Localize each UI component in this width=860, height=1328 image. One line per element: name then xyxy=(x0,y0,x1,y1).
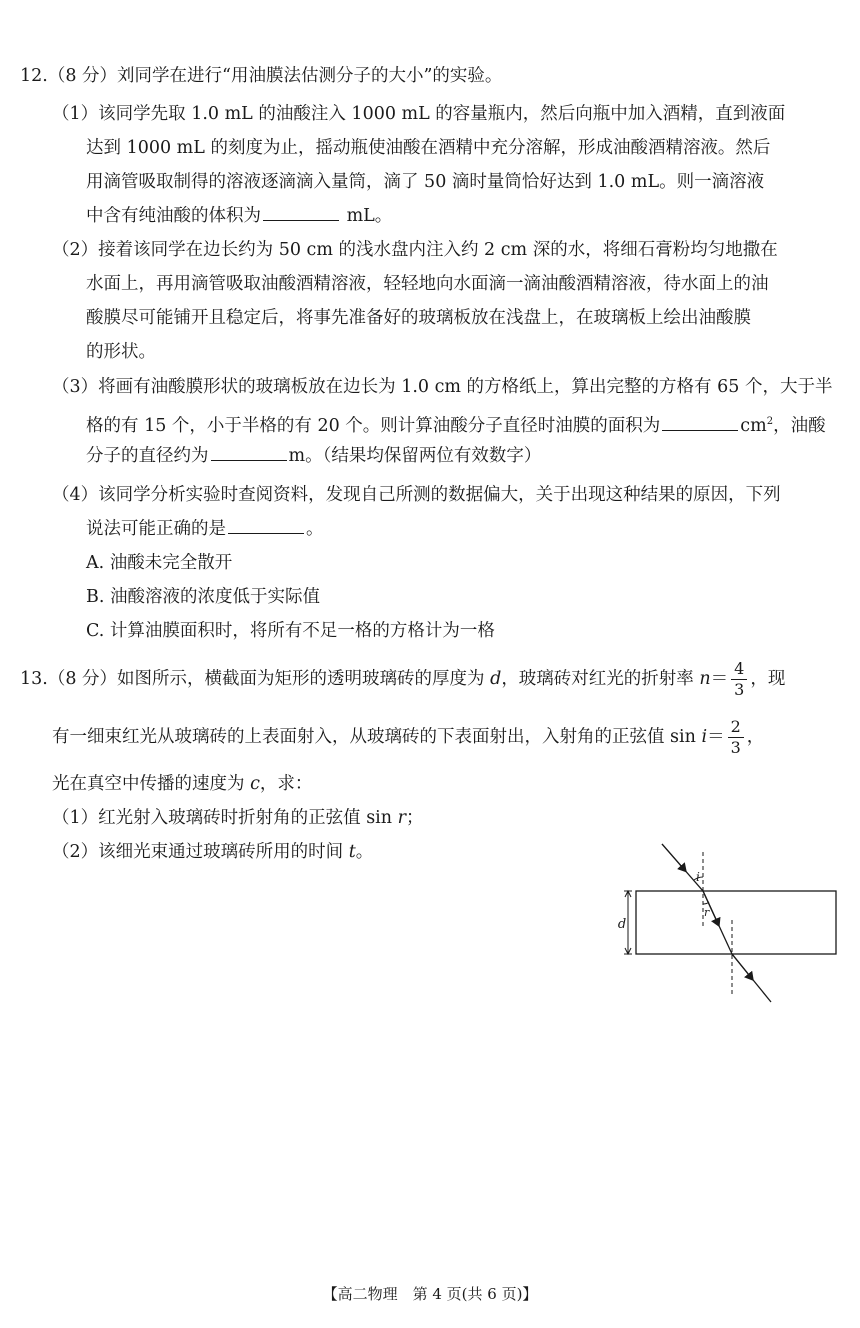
q12-part1-line4 xyxy=(86,204,392,228)
q12-part4-line2 xyxy=(86,517,324,541)
glass-brick-diagram xyxy=(612,836,848,1016)
fraction-denominator: 3 xyxy=(730,738,741,757)
q13-text-b: ，玻璃砖对红光的折射率 xyxy=(501,669,694,689)
q13-text-k: 。 xyxy=(355,842,374,862)
fraction-numerator: 4 xyxy=(731,659,747,680)
refractive-index-fraction xyxy=(731,659,747,700)
q12-part1-line1: （1）该同学先取 1.0 mL 的油酸注入 1000 mL 的容量瓶内，然后向瓶中加入酒精，直到液面 xyxy=(52,104,786,124)
q12-part3-text-c: ，油酸 xyxy=(773,415,826,436)
q13-line1 xyxy=(20,657,785,701)
q12-part1-text: 中含有纯油酸的体积为 xyxy=(86,206,261,226)
q12-part4-line1: （4）该同学分析实验时查阅资料，发现自己所测的数据偏大，关于出现这种结果的原因，下列 xyxy=(52,485,781,505)
q13-text-j: （2）该细光束通过玻璃砖所用的时间 xyxy=(52,842,344,862)
q12-part2-line3: 酸膜尽可能铺开且稳定后，将事先准备好的玻璃板放在浅盘上，在玻璃板上绘出油酸膜 xyxy=(86,308,751,328)
q12-part3-line2 xyxy=(86,410,826,438)
q13-part2 xyxy=(52,840,373,864)
q12-part2-line1: （2）接着该同学在边长约为 50 cm 的浅水盘内注入约 2 cm 深的水，将细石膏粉均匀地撒在 xyxy=(52,240,778,260)
q12-part3-unit-sup: 2 xyxy=(766,416,774,427)
q12-header: 12.（8 分）刘同学在进行“用油膜法估测分子的大小”的实验。 xyxy=(20,66,503,86)
option-b: B. 油酸溶液的浓度低于实际值 xyxy=(86,587,320,607)
q12-part1-unit: mL。 xyxy=(341,206,393,226)
q13-text-f: 光在真空中传播的速度为 xyxy=(52,774,245,794)
q12-part1-line3: 用滴管吸取制得的溶液逐滴滴入量筒，滴了 50 滴时量筒恰好达到 1.0 mL。则一滴溶液 xyxy=(86,172,765,192)
answer-blank xyxy=(263,204,339,221)
var-t: t xyxy=(348,842,356,862)
q13-text-i: ； xyxy=(406,808,424,828)
q13-text-g: ，求： xyxy=(259,774,313,794)
answer-blank xyxy=(662,414,738,431)
q13-line2 xyxy=(52,715,764,759)
equals-sign: ＝ xyxy=(710,669,729,689)
q12-part1-line2: 达到 1000 mL 的刻度为止，摇动瓶使油酸在酒精中充分溶解，形成油酸酒精溶液。然后 xyxy=(86,138,771,158)
q13-text-a: 13.（8 分）如图所示，横截面为矩形的透明玻璃砖的厚度为 xyxy=(20,669,485,689)
var-n: n xyxy=(699,669,711,689)
q13-text-e: ， xyxy=(746,727,765,747)
q12-part3-text-e: m。（结果均保留两位有效数字） xyxy=(288,446,542,466)
option-c: C. 计算油膜面积时，将所有不足一格的方格计为一格 xyxy=(86,621,495,641)
q12-part3-line3 xyxy=(86,444,541,468)
q13-text-h: （1）红光射入玻璃砖时折射角的正弦值 sin xyxy=(52,808,393,828)
glass-brick xyxy=(636,891,836,954)
q12-part3-unit: cm xyxy=(740,415,767,436)
q12-part3-text-a: 格的有 15 个，小于半格的有 20 个。则计算油酸分子直径时油膜的面积为 xyxy=(86,415,661,436)
var-i: i xyxy=(701,727,708,747)
q13-part1 xyxy=(52,806,424,830)
label-r: r xyxy=(704,906,710,919)
answer-blank xyxy=(228,517,304,534)
q13-line3 xyxy=(52,772,312,796)
q12-part4-text: 说法可能正确的是 xyxy=(86,519,226,539)
q13-text-d: 有一细束红光从玻璃砖的上表面射入，从玻璃砖的下表面射出，入射角的正弦值 sin xyxy=(52,727,696,747)
var-c: c xyxy=(250,774,260,794)
q12-part2-line4: 的形状。 xyxy=(86,342,156,362)
q12-part3-line1: （3）将画有油酸膜形状的玻璃板放在边长为 1.0 cm 的方格纸上，算出完整的方格有 65 个，大于半 xyxy=(52,377,833,397)
q12-part4-end: 。 xyxy=(306,519,324,539)
answer-blank xyxy=(211,444,287,461)
page-footer: 【高二物理 第 4 页(共 6 页)】 xyxy=(322,1285,538,1303)
sine-fraction xyxy=(728,717,744,758)
var-r: r xyxy=(397,808,406,828)
var-d: d xyxy=(490,669,502,689)
q13-text-c: ，现 xyxy=(750,669,786,689)
label-i: i xyxy=(696,870,700,884)
q12-part3-text-d: 分子的直径约为 xyxy=(86,446,209,466)
option-a: A. 油酸未完全散开 xyxy=(86,553,233,573)
label-d: d xyxy=(617,917,627,932)
q12-part2-line2: 水面上，再用滴管吸取油酸酒精溶液，轻轻地向水面滴一滴油酸酒精溶液，待水面上的油 xyxy=(86,274,769,294)
fraction-numerator: 2 xyxy=(728,717,744,738)
fraction-denominator: 3 xyxy=(734,680,745,699)
equals-sign: ＝ xyxy=(707,727,725,747)
